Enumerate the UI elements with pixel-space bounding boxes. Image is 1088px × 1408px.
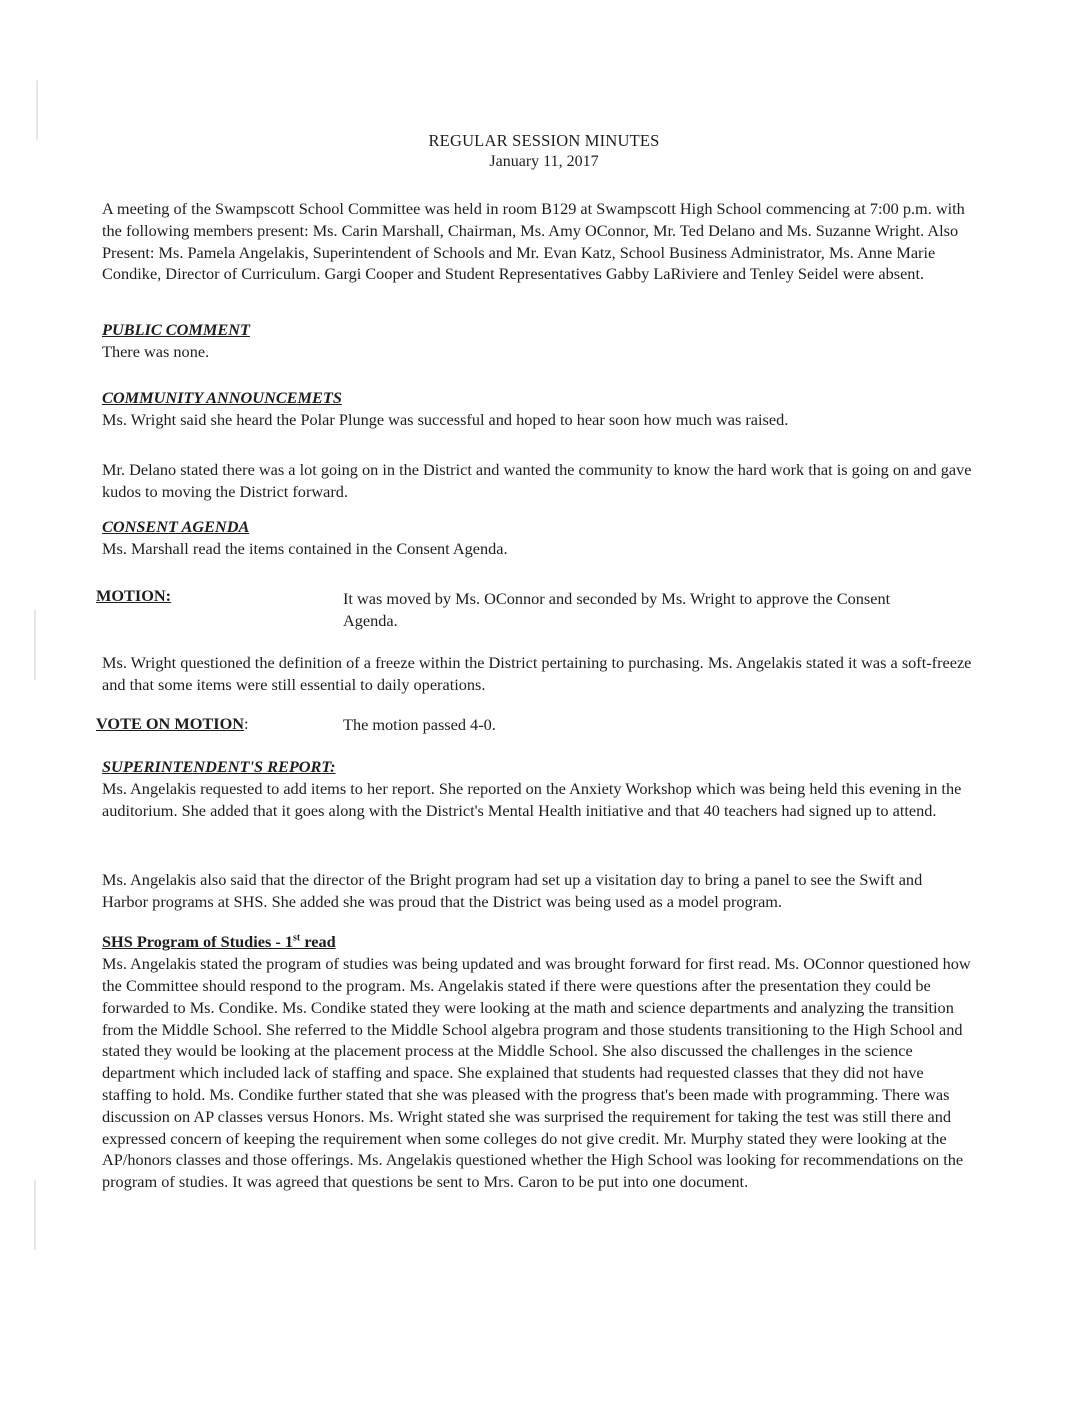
public-comment-heading: PUBLIC COMMENT (102, 320, 250, 339)
public-comment-section (102, 319, 972, 363)
vote-result: The motion passed 4-0. (343, 715, 496, 734)
program-of-studies-text: Ms. Angelakis stated the program of studies was being updated and was brought forward for first read. Ms. OConnor questioned how the Committee should respond to the program. Ms. Angelakis stated if there were questions after the presentation they could be forwarded to Ms. Condike. Ms. Condike stated they were looking at the math and science departments and analyzing the transition from the Middle School. She referred to the Middle School algebra program and those students transitioning to the High School and stated they would be looking at the placement process at the Middle School. She also discussed the challenges in the science department which included lack of staffing and space. She explained that students had requested classes that they did not have staffing to hold. Ms. Condike further stated that she was pleased with the progress that's been made with programming. There was discussion on AP classes versus Honors. Ms. Wright stated she was surprised the requirement for taking the test was still there and expressed concern of keeping the requirement when some colleges do not give credit. Mr. Murphy stated they were looking at the AP/honors classes and those offerings. Ms. Angelakis questioned whether the High School was looking for recommendations on the program of studies. It was agreed that questions be sent to Mrs. Caron to be put into one document. (102, 954, 971, 1192)
superintendent-report-heading: SUPERINTENDENT'S REPORT: (102, 757, 336, 776)
program-of-studies-section (102, 928, 972, 1193)
document-title: REGULAR SESSION MINUTES (428, 131, 660, 150)
motion-text: It was moved by Ms. OConnor and seconded by Ms. Wright to approve the Consent Agenda. (343, 589, 891, 630)
scan-artifact (34, 1180, 36, 1250)
consent-agenda-heading: CONSENT AGENDA (102, 517, 250, 536)
consent-agenda-text: Ms. Marshall read the items contained in the Consent Agenda. (102, 538, 508, 558)
vote-colon: : (244, 714, 249, 733)
superintendent-para-2: Ms. Angelakis also said that the director of the Bright program had set up a visitation day to bring a panel to see the Swift and Harbor programs at SHS. She added she was proud that the District was being used as a model program. (102, 870, 923, 911)
superintendent-para-1: Ms. Angelakis requested to add items to her report. She reported on the Anxiety Workshop which was being held this evening in the auditorium. She added that it goes along with the District's Mental Health initiative and that 40 teachers had signed up to attend. (102, 778, 962, 820)
vote-label-row (96, 714, 249, 734)
vote-label: VOTE ON MOTION (96, 714, 245, 733)
public-comment-text: There was none. (102, 341, 210, 361)
community-announcements-section (102, 387, 972, 431)
community-announcements-heading: COMMUNITY ANNOUNCEMETS (102, 388, 342, 407)
community-para-2: Mr. Delano stated there was a lot going on in the District and wanted the community to know the hard work that is going on and gave kudos to moving the District forward. (102, 460, 972, 501)
scan-artifact (34, 610, 36, 680)
consent-agenda-section (102, 516, 972, 560)
consent-discussion: Ms. Wright questioned the definition of a freeze within the District pertaining to purchasing. Ms. Angelakis stated it was a soft-freeze and that some items were still essential to daily operations. (102, 653, 972, 694)
document-date: January 11, 2017 (489, 153, 599, 170)
motion-label: MOTION: (96, 586, 172, 605)
community-para-1: Ms. Wright said she heard the Polar Plunge was successful and hoped to hear soon how much was raised. (102, 409, 789, 429)
intro-paragraph: A meeting of the Swampscott School Committee was held in room B129 at Swampscott High School commencing at 7:00 p.m. with the following members present: Ms. Carin Marshall, Chairman, Ms. Amy OConnor, Mr. Ted Delano and Ms. Suzanne Wright. Also Present: Ms. Pamela Angelakis, Superintendent of Schools and Mr. Evan Katz, School Business Administrator, Ms. Anne Marie Condike, Director of Curriculum. Gargi Cooper and Student Representatives Gabby LaRiviere and Tenley Seidel were absent. (102, 199, 965, 284)
program-of-studies-heading: SHS Program of Studies - 1st read (102, 932, 336, 952)
superintendent-report-section (102, 756, 972, 821)
